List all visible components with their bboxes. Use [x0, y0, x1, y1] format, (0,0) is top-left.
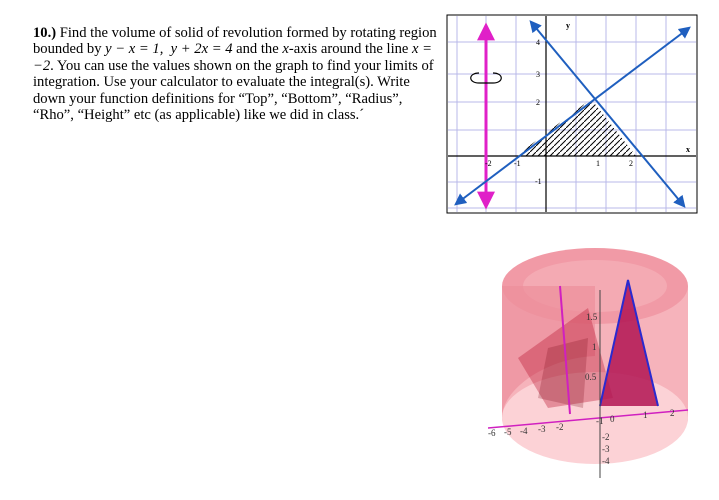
x-tick-label: -2 — [485, 159, 492, 168]
x-tick-label: -2 — [556, 422, 564, 432]
problem-text-1: Find the volume of solid of revolution formed by rotating region bounded by — [33, 25, 437, 58]
problem-text-2: and the — [232, 41, 283, 58]
cylinder-solid — [502, 248, 688, 464]
y-axis-label: y — [566, 21, 570, 30]
trailing-mark: ´ — [359, 107, 365, 124]
y-tick-label: 2 — [536, 98, 540, 107]
problem-paragraph — [33, 25, 438, 123]
x-tick-label: 0 — [610, 414, 615, 424]
region-graph — [446, 14, 698, 214]
y-tick-label: -3 — [602, 444, 610, 454]
rotation-line-equation: x = −2 — [33, 41, 433, 74]
x-tick-label: 2 — [670, 408, 675, 418]
solid-3d-render — [488, 238, 693, 478]
y-tick-label: -4 — [602, 456, 610, 466]
y-tick-label: -2 — [602, 432, 610, 442]
x-tick-label: -4 — [520, 426, 528, 436]
x-tick-label: 1 — [643, 410, 648, 420]
y-tick-label: 4 — [536, 38, 540, 47]
x-tick-label: -1 — [596, 416, 604, 426]
z-tick-label: 0.5 — [585, 372, 597, 382]
x-axis-variable: x — [282, 41, 289, 58]
x-axis-label: x — [686, 145, 690, 154]
problem-text-4: . You can use the values shown on the graph to find your limits of integration. Use your calculator to evaluate the integral(s). Write down your function definitions for “Top”, “Bottom”, “Radius”, “Rho”, “Height” etc (as applicable) like we did in class. — [33, 57, 434, 124]
equation-2: y + 2x = 4 — [170, 41, 233, 58]
x-tick-label: -5 — [504, 427, 512, 437]
y-tick-label: -1 — [535, 177, 542, 186]
problem-text — [33, 25, 438, 123]
z-tick-label: 1.5 — [586, 312, 598, 322]
problem-text-3: -axis around the line — [288, 41, 413, 58]
y-tick-label: 3 — [536, 70, 540, 79]
x-tick-label: -3 — [538, 424, 546, 434]
problem-number: 10.) — [33, 25, 57, 41]
z-tick-label: 1 — [592, 342, 597, 352]
x-tick-label: 2 — [629, 159, 633, 168]
x-tick-label: 1 — [596, 159, 600, 168]
x-tick-label: -1 — [514, 159, 521, 168]
x-tick-label: -6 — [488, 428, 496, 438]
equation-1: y − x = 1, — [105, 41, 164, 58]
